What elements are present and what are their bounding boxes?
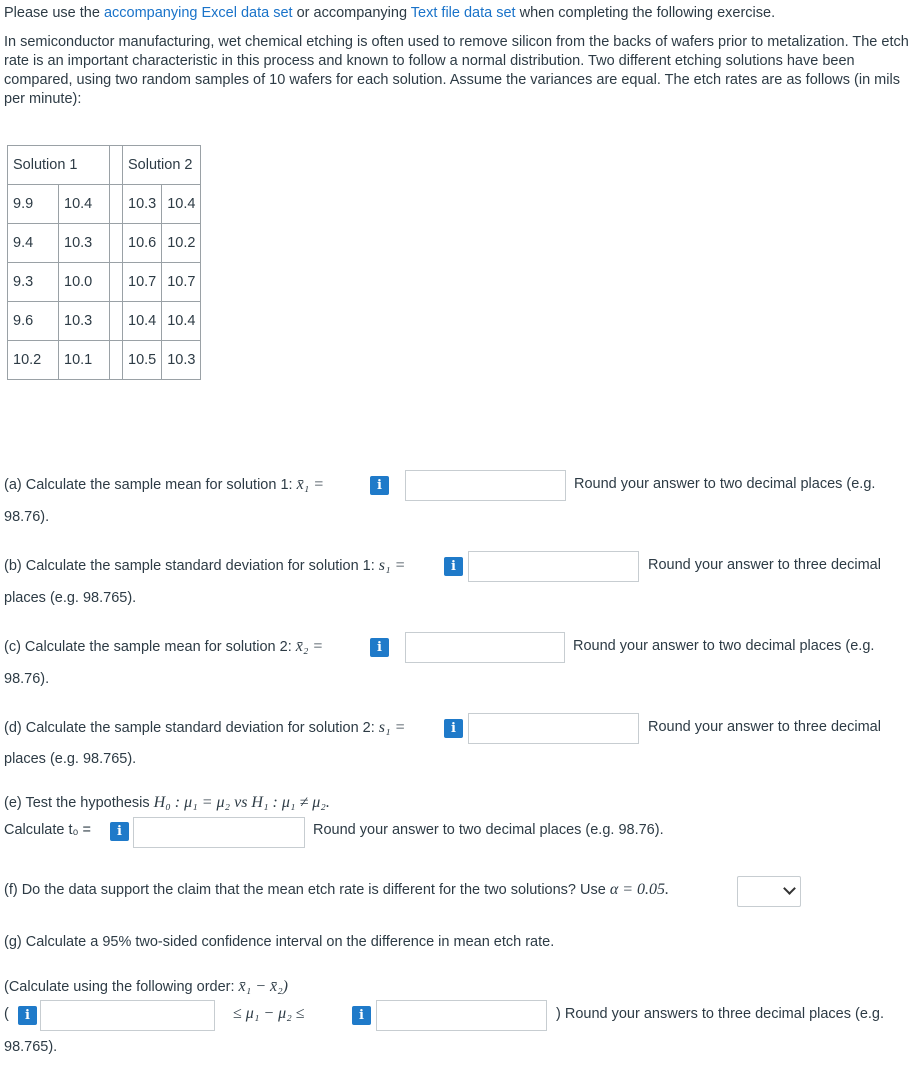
- info-icon[interactable]: i: [370, 476, 389, 495]
- rounding-note-g-cont: 98.765).: [4, 1039, 58, 1055]
- support-claim-select[interactable]: [737, 876, 801, 907]
- table-row: [8, 185, 201, 224]
- table-cell: 10.3: [123, 185, 162, 224]
- sd-1-symbol: s₁ =: [378, 557, 406, 574]
- ci-upper-input[interactable]: [376, 1000, 547, 1031]
- rounding-note-c: Round your answer to two decimal places (e.g.: [573, 638, 875, 654]
- order-note: (Calculate using the following order: x̄₁ − x̄₂): [4, 978, 288, 995]
- table-cell: 10.4: [162, 302, 201, 341]
- chevron-down-icon: [783, 882, 796, 895]
- data-set-line: Please use the accompanying Excel data set or accompanying Text file data set when completing the following exercise.: [4, 5, 776, 21]
- table-cell: 10.4: [123, 302, 162, 341]
- rounding-note-b: Round your answer to three decimal: [648, 557, 881, 573]
- table-row: [8, 302, 201, 341]
- rounding-note-d-cont: places (e.g. 98.765).: [4, 751, 137, 767]
- rounding-note-a-cont: 98.76).: [4, 509, 50, 525]
- question-c: (c) Calculate the sample mean for solution 2: x̄₂ =: [4, 638, 324, 655]
- table-row: [8, 224, 201, 263]
- question-a: (a) Calculate the sample mean for solution 1: x̄₁ =: [4, 476, 325, 493]
- rounding-note-a: Round your answer to two decimal places (e.g.: [574, 476, 876, 492]
- hypothesis-statement: H₀ : μ₁ = μ₂ vs H₁ : μ₁ ≠ μ₂.: [153, 794, 330, 811]
- info-icon[interactable]: i: [18, 1006, 37, 1025]
- info-icon[interactable]: i: [370, 638, 389, 657]
- table-header-row: [8, 146, 201, 185]
- mean-2-input[interactable]: [405, 632, 565, 663]
- table-cell: 9.6: [8, 302, 59, 341]
- table-cell: 10.4: [59, 185, 110, 224]
- question-g: (g) Calculate a 95% two-sided confidence interval on the difference in mean etch rate.: [4, 934, 555, 950]
- text-file-data-link[interactable]: Text file data set: [410, 5, 516, 21]
- table-row: [8, 263, 201, 302]
- info-icon[interactable]: i: [110, 822, 129, 841]
- solution-2-header: Solution 2: [123, 146, 201, 185]
- table-row: [8, 341, 201, 380]
- etch-rate-table: [7, 145, 201, 380]
- order-expression: x̄₁ − x̄₂): [238, 978, 288, 995]
- table-cell: 10.4: [162, 185, 201, 224]
- table-cell: 10.2: [8, 341, 59, 380]
- question-e: (e) Test the hypothesis H₀ : μ₁ = μ₂ vs H₁ : μ₁ ≠ μ₂.: [4, 794, 330, 811]
- question-f: (f) Do the data support the claim that the mean etch rate is different for the two solutions? Use α = 0.05.: [4, 881, 670, 898]
- excel-data-link[interactable]: accompanying Excel data set: [103, 5, 293, 21]
- rounding-note-b-cont: places (e.g. 98.765).: [4, 590, 137, 606]
- rounding-note-d: Round your answer to three decimal: [648, 719, 881, 735]
- table-cell: 10.3: [162, 341, 201, 380]
- instructions: [4, 4, 920, 119]
- ci-middle-expression: ≤ μ₁ − μ₂ ≤: [233, 1005, 305, 1022]
- table-cell: 10.7: [123, 263, 162, 302]
- table-cell: 9.3: [8, 263, 59, 302]
- question-d: (d) Calculate the sample standard deviation for solution 2: s₁ =: [4, 719, 406, 736]
- solution-1-header: Solution 1: [8, 146, 110, 185]
- table-cell: 10.0: [59, 263, 110, 302]
- open-paren: (: [4, 1006, 9, 1022]
- t0-label: Calculate t₀ =: [4, 822, 92, 838]
- alpha-value: α = 0.05.: [609, 881, 670, 898]
- table-cell: 10.7: [162, 263, 201, 302]
- mean-2-symbol: x̄₂ =: [295, 638, 324, 655]
- t0-input[interactable]: [133, 817, 305, 848]
- sd-2-symbol: s₁ =: [378, 719, 406, 736]
- info-icon[interactable]: i: [352, 1006, 371, 1025]
- rounding-note-e: Round your answer to two decimal places (e.g. 98.76).: [313, 822, 664, 838]
- sd-2-input[interactable]: [468, 713, 639, 744]
- table-cell: 10.5: [123, 341, 162, 380]
- table-cell: 10.6: [123, 224, 162, 263]
- mean-1-symbol: x̄₁ =: [296, 476, 325, 493]
- problem-statement: In semiconductor manufacturing, wet chemical etching is often used to remove silicon from the backs of wafers prior to metalization. The etch rate is an important characteristic in this process and known to follow a normal distribution. Two different etching solutions have been compared, using two random samples of 10 wafers for each solution. Assume the variances are equal. The etch rates are as follows (in mils per minute):: [4, 34, 909, 107]
- ci-lower-input[interactable]: [40, 1000, 215, 1031]
- info-icon[interactable]: i: [444, 719, 463, 738]
- table-cell: 10.3: [59, 302, 110, 341]
- info-icon[interactable]: i: [444, 557, 463, 576]
- table-cell: 9.9: [8, 185, 59, 224]
- table-cell: 9.4: [8, 224, 59, 263]
- table-cell: 10.3: [59, 224, 110, 263]
- mean-1-input[interactable]: [405, 470, 566, 501]
- question-b: (b) Calculate the sample standard deviation for solution 1: s₁ =: [4, 557, 406, 574]
- rounding-note-c-cont: 98.76).: [4, 671, 50, 687]
- rounding-note-g: ) Round your answers to three decimal places (e.g.: [556, 1006, 885, 1022]
- sd-1-input[interactable]: [468, 551, 639, 582]
- table-cell: 10.1: [59, 341, 110, 380]
- table-cell: 10.2: [162, 224, 201, 263]
